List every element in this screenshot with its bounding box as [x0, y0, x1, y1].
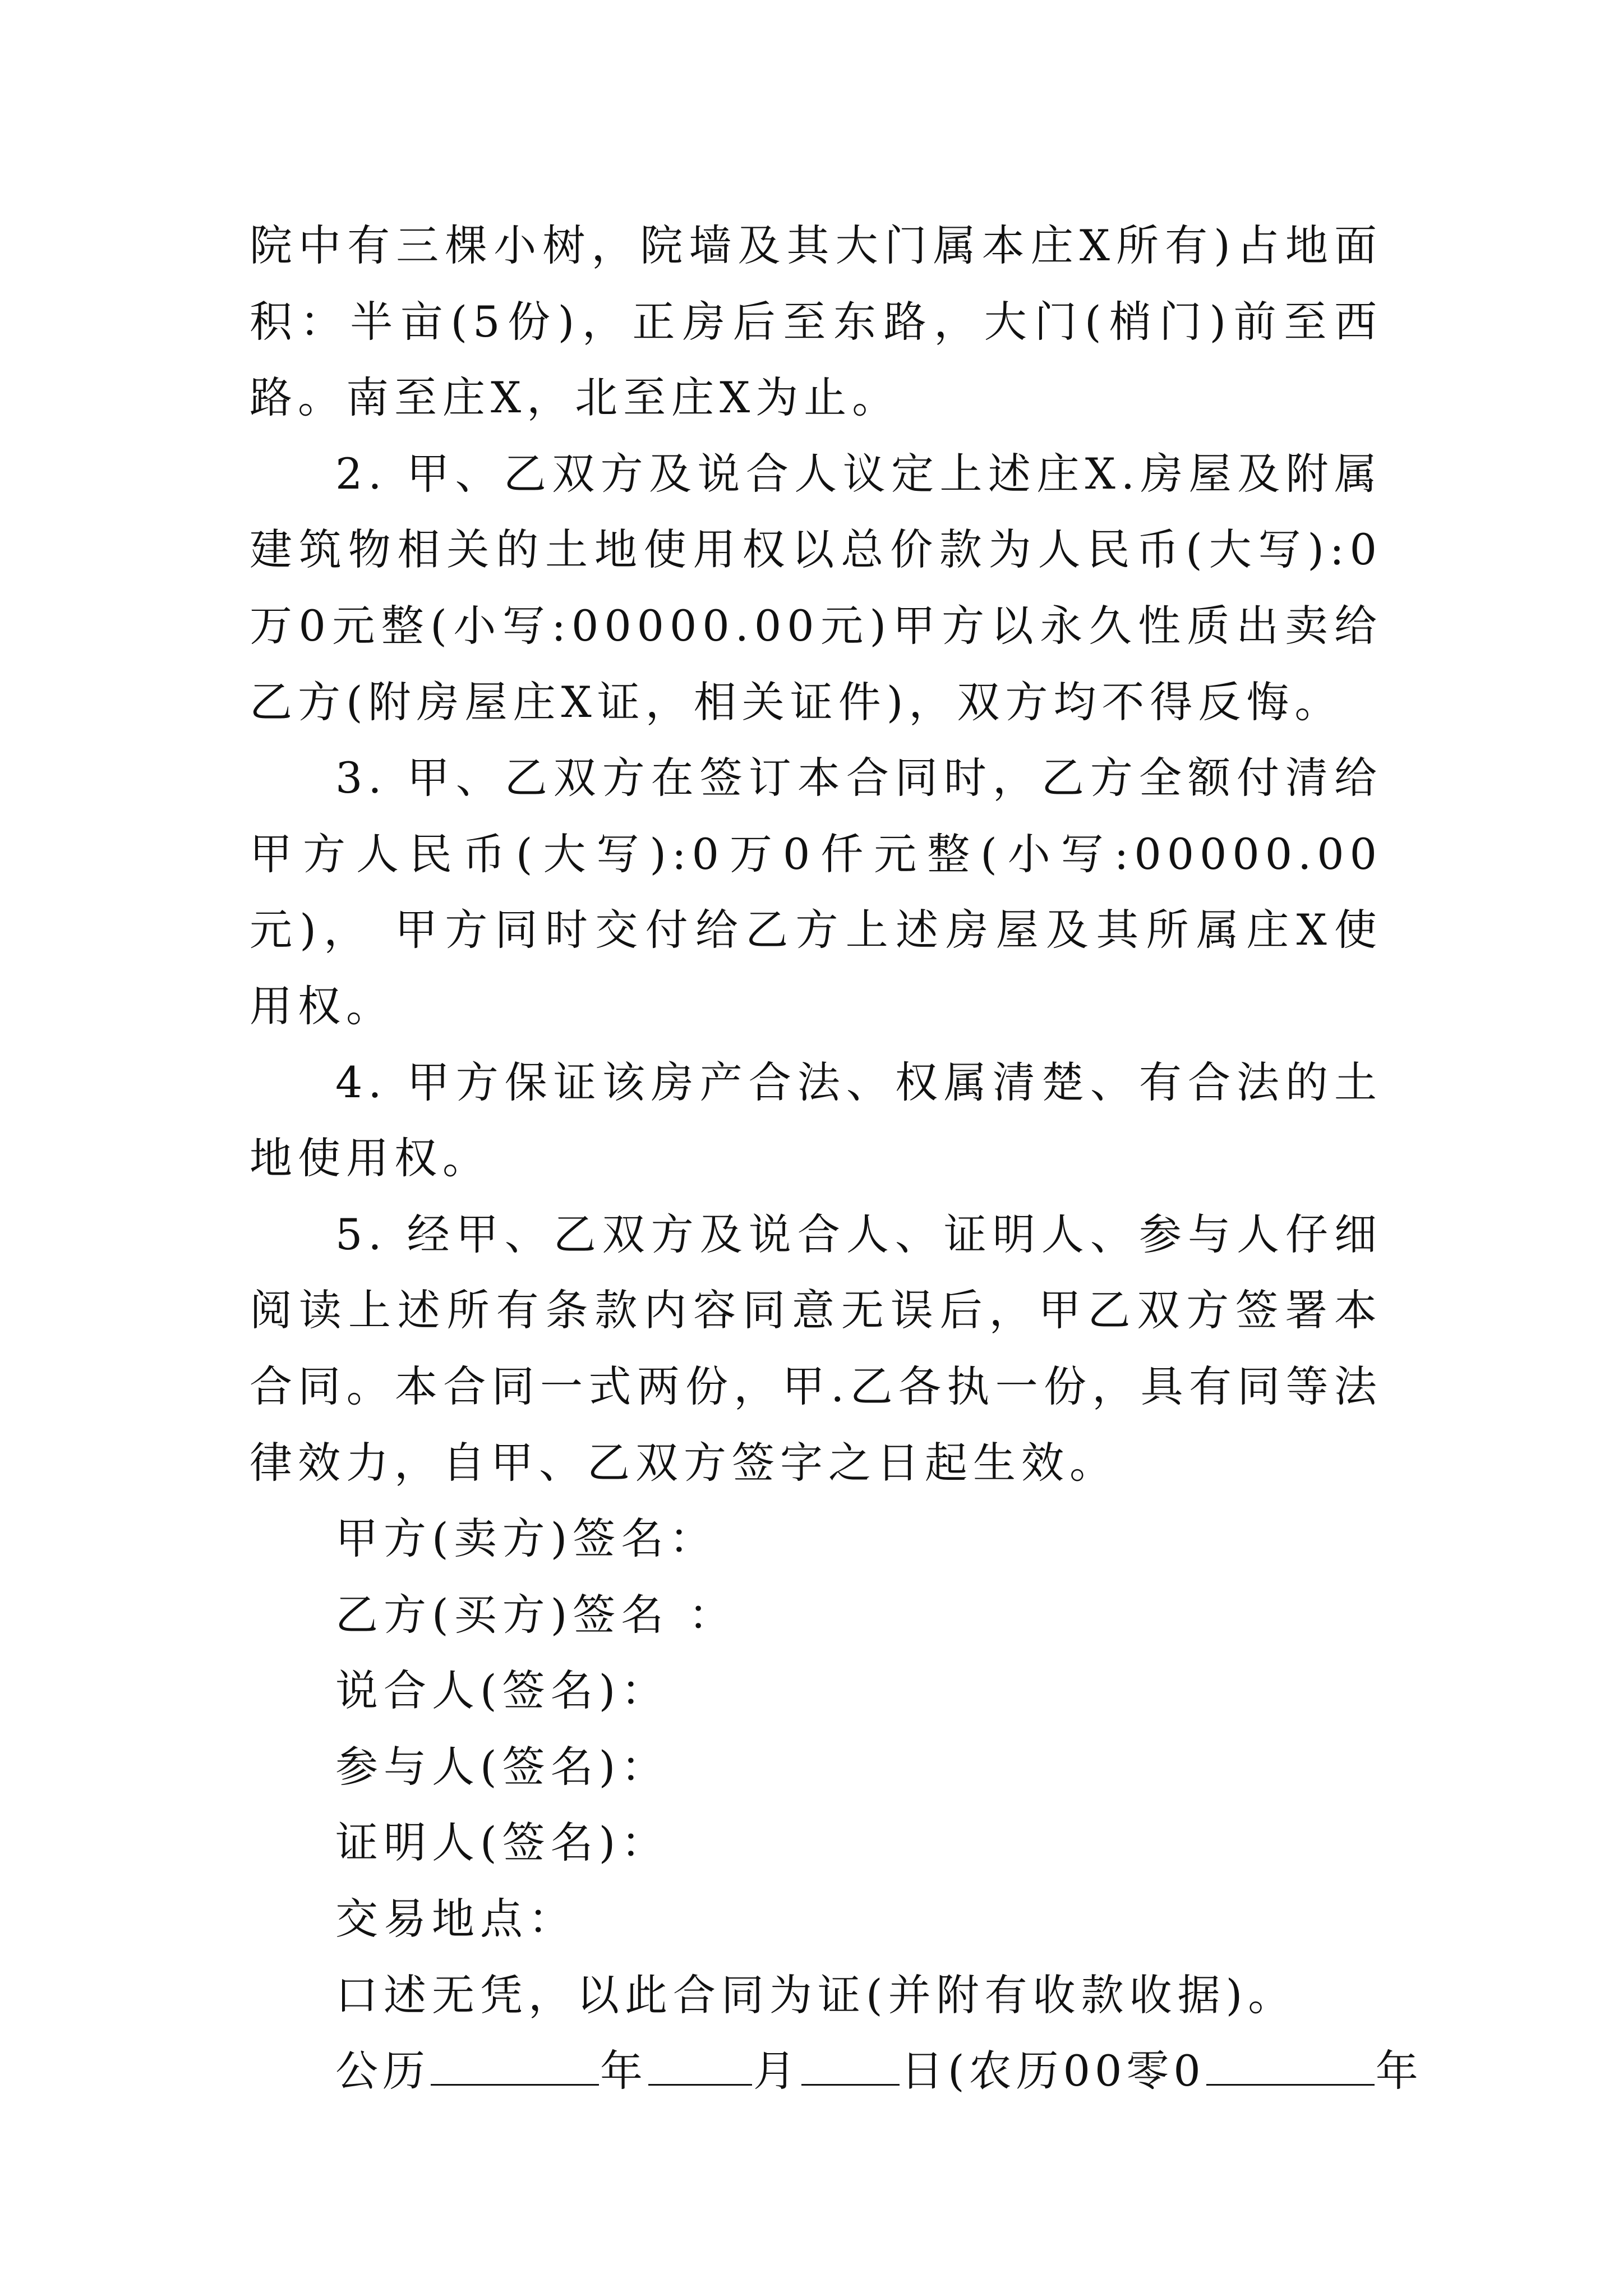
clause-5: 5. 经甲、乙双方及说合人、证明人、参与人仔细阅读上述所有条款内容同意无误后，甲乙双方签署本合同。本合同一式两份，甲.乙各执一份，具有同等法律效力，自甲、乙双方签字之日起生效。 [250, 1209, 1382, 1488]
participant-signature-label: 参与人(签名)： [335, 1741, 670, 1792]
witness-signature-label: 证明人(签名)： [335, 1818, 670, 1868]
day-label: 日(农历00零0 [901, 2046, 1205, 2096]
date-prefix: 公历 [335, 2046, 430, 2096]
date-line [250, 2033, 1423, 2109]
mediator-signature-label: 说合人(签名)： [335, 1665, 670, 1716]
day-blank [801, 2045, 900, 2086]
buyer-signature-label: 乙方(买方)签名 ： [335, 1589, 737, 1640]
clause-3: 3. 甲、乙双方在签订本合同时，乙方全额付清给甲方人民币(大写):0万0仟元整(小写:00000.00元)， 甲方同时交付给乙方上述房屋及其所属庄X使用权。 [250, 753, 1382, 1031]
closing-statement: 口述无凭，以此合同为证(并附有收款收据)。 [335, 1970, 1297, 2020]
clause-4: 4. 甲方保证该房产合法、权属清楚、有合法的土地使用权。 [250, 1057, 1382, 1184]
contract-body [250, 208, 1423, 2109]
month-label: 月 [753, 2046, 800, 2096]
seller-signature-label: 甲方(卖方)签名： [335, 1513, 718, 1564]
transaction-location-label: 交易地点： [335, 1894, 577, 1944]
paragraph-property-description: 院中有三棵小树，院墙及其大门属本庄X所有)占地面积：半亩(5份)，正房后至东路，大门(梢门)前至西路。南至庄X，北至庄X为止。 [250, 220, 1382, 423]
year-label: 年 [600, 2046, 647, 2096]
lunar-year-label: 年 [1375, 2046, 1423, 2096]
clause-2: 2. 甲、乙双方及说合人议定上述庄X.房屋及附属建筑物相关的土地使用权以总价款为人民币(大写):0万0元整(小写:00000.00元)甲方以永久性质出卖给乙方(附房屋庄X证，相关证件)，双方均不得反悔。 [250, 448, 1382, 727]
lunar-year-blank [1206, 2045, 1375, 2086]
month-blank [648, 2045, 752, 2086]
year-blank [431, 2045, 599, 2086]
signature-section [250, 1501, 1382, 2033]
